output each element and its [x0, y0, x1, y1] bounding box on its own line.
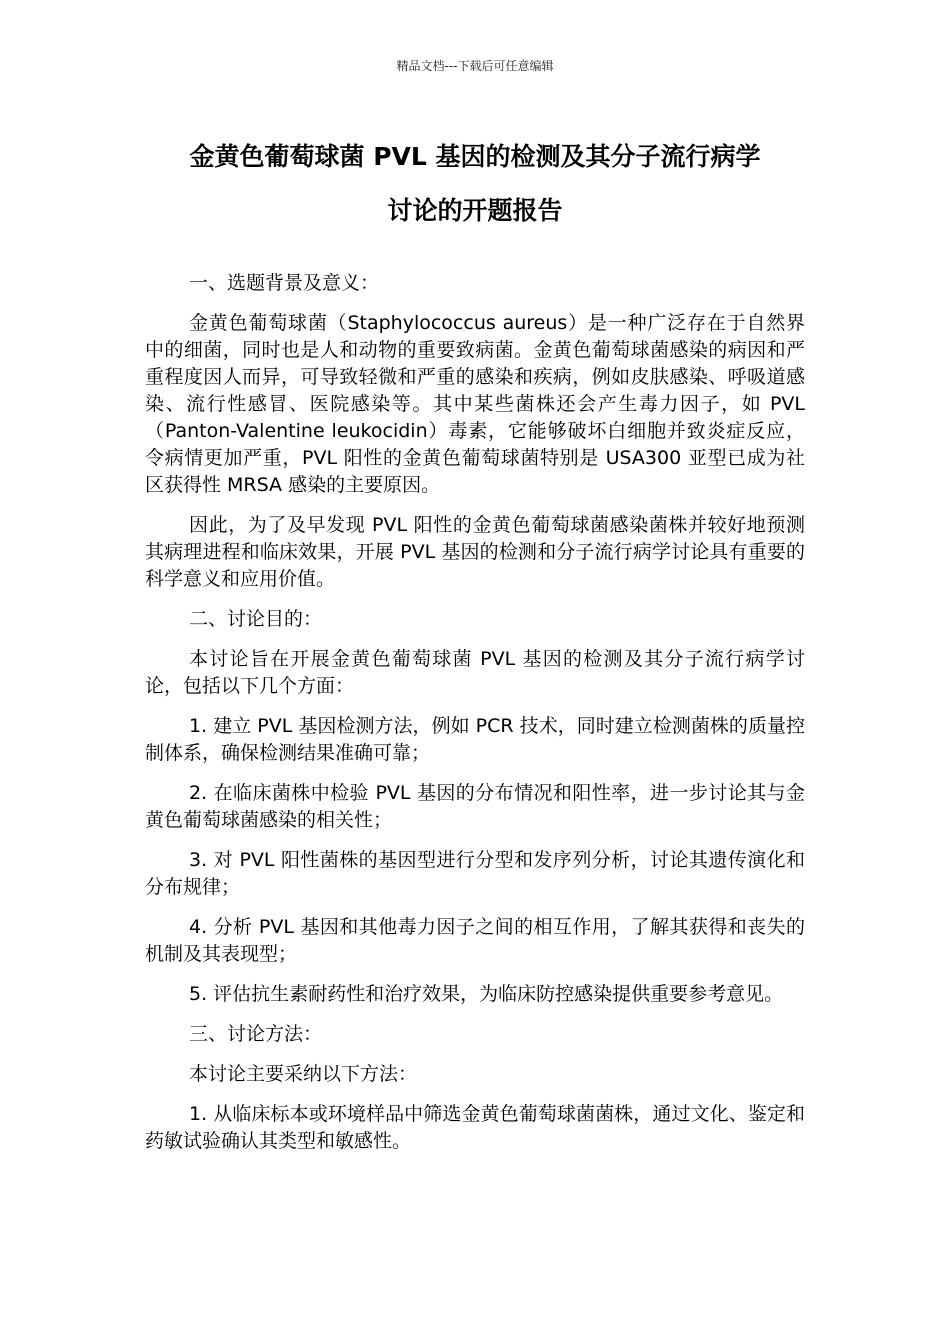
document-title — [145, 130, 805, 238]
list-item-purpose-2: 2. 在临床菌株中检验 PVL 基因的分布情况和阳性率，进一步讨论其与金黄色葡萄球菌感染的相关性； — [145, 782, 805, 831]
list-item-purpose-4: 4. 分析 PVL 基因和其他毒力因子之间的相互作用，了解其获得和丧失的机制及其表现型； — [145, 916, 805, 965]
document-title-line-2: 讨论的开题报告 — [387, 196, 563, 225]
section-heading-background: 一、选题背景及意义： — [189, 272, 380, 294]
list-item-method-1: 1. 从临床标本或环境样品中筛选金黄色葡萄球菌菌株，通过文化、鉴定和药敏试验确认其类型和敏感性。 — [145, 1103, 805, 1152]
section-heading-methods: 三、讨论方法： — [189, 1023, 323, 1045]
list-item-purpose-1: 1. 建立 PVL 基因检测方法，例如 PCR 技术，同时建立检测菌株的质量控制体系，确保检测结果准确可靠； — [145, 715, 805, 764]
document-title-line-1: 金黄色葡萄球菌 PVL 基因的检测及其分子流行病学 — [189, 142, 761, 171]
paragraph-significance: 因此，为了及早发现 PVL 阳性的金黄色葡萄球菌感染菌株并较好地预测其病理进程和临床效果，开展 PVL 基因的检测和分子流行病学讨论具有重要的科学意义和应用价值。 — [145, 514, 805, 590]
list-item-purpose-3: 3. 对 PVL 阳性菌株的基因型进行分型和发序列分析，讨论其遗传演化和分布规律； — [145, 849, 805, 898]
paragraph-background: 金黄色葡萄球菌（Staphylococcus aureus）是一种广泛存在于自然界中的细菌，同时也是人和动物的重要致病菌。金黄色葡萄球菌感染的病因和严重程度因人而异，可导致轻微和严重的感染和疾病，例如皮肤感染、呼吸道感染、流行性感冒、医院感染等。其中某些菌株还会产生毒力因子，如 PVL（Panton-Valentine leukocidin）毒素，它能够破坏白细胞并致炎症反应，令病情更加严重，PVL 阳性的金黄色葡萄球菌特别是 USA300 亚型已成为社区获得性 MRSA 感染的主要原因。 — [145, 312, 805, 496]
section-heading-purpose: 二、讨论目的： — [189, 608, 323, 630]
paragraph-methods-intro: 本讨论主要采纳以下方法： — [189, 1063, 418, 1085]
page-header-note: 精品文档---下载后可任意编辑 — [396, 59, 554, 73]
list-item-purpose-5: 5. 评估抗生素耐药性和治疗效果，为临床防控感染提供重要参考意见。 — [189, 983, 784, 1005]
paragraph-purpose-intro: 本讨论旨在开展金黄色葡萄球菌 PVL 基因的检测及其分子流行病学讨论，包括以下几个方面： — [145, 648, 805, 697]
document-body — [145, 270, 805, 1168]
